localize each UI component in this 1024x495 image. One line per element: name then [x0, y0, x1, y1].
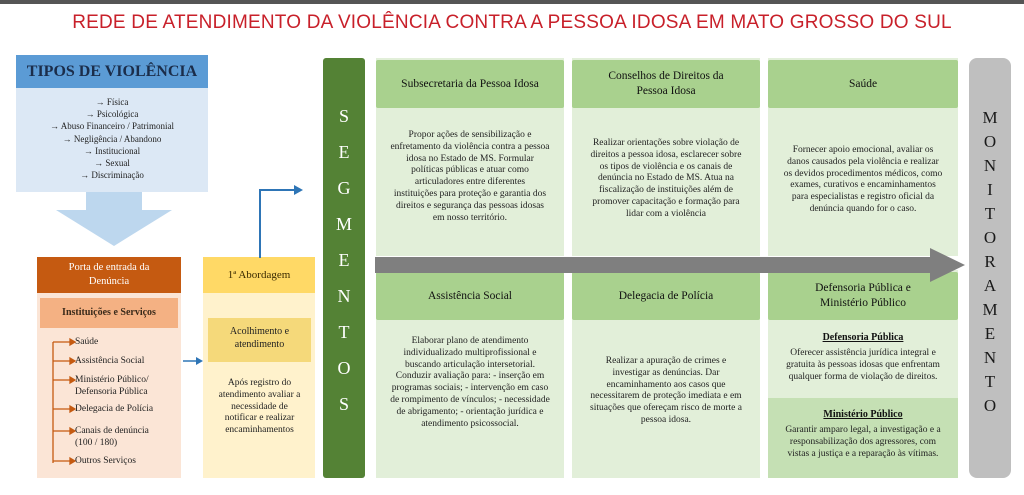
- tipo-item: → Institucional: [83, 145, 141, 156]
- segmentos-letter: S: [338, 106, 349, 126]
- segmentos-letter: E: [338, 250, 350, 270]
- card-saude-heading: Saúde: [768, 60, 958, 108]
- monitoramento-letter: M: [982, 108, 998, 127]
- monitoramento-letter: A: [983, 276, 997, 295]
- tipo-item: → Discriminação: [80, 170, 144, 181]
- card-conselhos-heading: Conselhos de Direitos da Pessoa Idosa: [572, 60, 760, 108]
- monitoramento-letter: T: [984, 372, 996, 391]
- monitoramento-letter: R: [984, 252, 996, 271]
- down-arrow-icon: [56, 192, 172, 246]
- instituicao-item: Saúde: [75, 337, 99, 347]
- monitoramento-letter: O: [983, 396, 997, 415]
- segmentos-letter: T: [338, 322, 350, 342]
- segmentos-letter: M: [335, 214, 352, 234]
- instituicao-item: Delegacia de Polícia: [75, 404, 154, 414]
- abordagem-text: Após registro do atendimento avaliar a necessidade de notificar e realizar encaminhamentos: [218, 378, 301, 436]
- tipo-item: → Abuso Financeiro / Patrimonial: [50, 121, 174, 132]
- tree-connector-icon: [40, 330, 80, 470]
- tipos-heading: TIPOS DE VIOLÊNCIA: [16, 55, 208, 88]
- card-saude-body: Fornecer apoio emocional, avaliar os danos causados pela violência e realizar os devidos procedimentos médicos, como exames, curativos e encaminhamentos para especialistas e registro oficial da denúncia quando for o caso.: [783, 145, 943, 214]
- instituicao-item: Canais de denúncia (100 / 180): [75, 426, 149, 448]
- monitoramento-letter: N: [983, 156, 997, 175]
- arrow-right-icon: →: [85, 109, 97, 120]
- instituicao-item: Assistência Social: [75, 356, 145, 366]
- tipos-list: [16, 88, 208, 192]
- porta-entrada-heading: Porta de entrada da Denúncia: [37, 257, 181, 293]
- card-delegacia-body: Realizar a apuração de crimes e investigar as denúncias. Dar encaminhamento aos casos que necessitarem de proteção imediata e em situações que ofereçam risco de morte a pessoa idosa.: [590, 356, 742, 425]
- segmentos-letter: S: [338, 394, 349, 414]
- top-border: [0, 0, 1024, 4]
- arrow-right-icon: →: [50, 121, 61, 132]
- defensoria-subheading: Defensoria Pública: [822, 332, 904, 343]
- arrow-right-icon: →: [94, 158, 106, 169]
- monitoramento-letter: N: [983, 348, 997, 367]
- ministerio-body: Garantir amparo legal, a investigação e a responsabilização dos agressores, com vistas a justiça e a reparação às vítimas.: [785, 425, 941, 459]
- monitoramento-letter: E: [984, 324, 996, 343]
- monitoramento-letter: M: [982, 300, 998, 319]
- arrow-right-icon: →: [83, 145, 96, 156]
- arrow-right-icon: [183, 355, 203, 367]
- defensoria-body: Oferecer assistência jurídica integral e gratuita às pessoas idosas que enfrentam qualquer forma de violação de direitos.: [786, 348, 940, 382]
- card-delegacia-heading: Delegacia de Polícia: [572, 272, 760, 320]
- segmentos-letter: N: [337, 286, 351, 306]
- arrow-right-icon: →: [95, 97, 107, 107]
- instituicao-item: Outros Serviços: [75, 456, 136, 466]
- tipo-item: → Sexual: [94, 158, 130, 169]
- card-subsecretaria-heading: Subsecretaria da Pessoa Idosa: [376, 60, 564, 108]
- monitoramento-letter: O: [983, 132, 997, 151]
- card-conselhos-body: Realizar orientações sobre violação de direitos a pessoa idosa, esclarecer sobre os tipos de violência e os canais de denúncia no Estado de MS. Atua na fiscalização de instituições além de promover capacitação e formação para lidar com a violência: [590, 138, 742, 219]
- segmentos-letter: O: [337, 358, 351, 378]
- instituicao-item: Ministério Público/ Defensoria Pública: [75, 375, 149, 397]
- instituicoes-heading: Instituições e Serviços: [40, 298, 178, 328]
- segmentos-letter: E: [338, 142, 350, 162]
- card-defensoria-mp-heading: Defensoria Pública e Ministério Público: [768, 272, 958, 320]
- segmentos-letter: G: [337, 178, 351, 198]
- elbow-arrow-icon: [255, 182, 305, 258]
- card-subsecretaria-body: Propor ações de sensibilização e enfretamento da violência contra a pessoa idosa no Estado de MS. Formular políticas públicas e atuar como articuladores entre diferentes instituições para proteção e garantia dos direitos e segurança das pessoas idosas em nosso território.: [390, 130, 550, 223]
- ministerio-subheading: Ministério Público: [823, 409, 903, 420]
- arrow-right-icon: →: [62, 133, 74, 144]
- tipo-item: → Física: [95, 97, 129, 107]
- monitoramento-letter: I: [987, 180, 993, 199]
- arrow-right-icon: →: [80, 170, 92, 181]
- page-title: REDE DE ATENDIMENTO DA VIOLÊNCIA CONTRA A PESSOA IDOSA EM MATO GROSSO DO SUL: [72, 12, 952, 33]
- card-assistencia-body: Elaborar plano de atendimento individualizado multiprofissional e buscando articulação intersetorial. Conduzir avaliação para: - inserção em programas sociais; - intervenção em caso de rompimento de vínculos; - necessidade de abrigamento; - orientação jurídica e atendimento psicossocial.: [390, 336, 550, 429]
- tipo-item: → Psicológica: [85, 109, 139, 120]
- card-assistencia-heading: Assistência Social: [376, 272, 564, 320]
- tipo-item: → Negligência / Abandono: [62, 133, 162, 144]
- monitoramento-letter: T: [984, 204, 996, 223]
- abordagem-heading: 1ª Abordagem: [203, 257, 315, 293]
- acolhimento-box: Acolhimento e atendimento: [208, 318, 311, 362]
- monitoramento-letter: O: [983, 228, 997, 247]
- flow-arrow-icon: [375, 248, 965, 282]
